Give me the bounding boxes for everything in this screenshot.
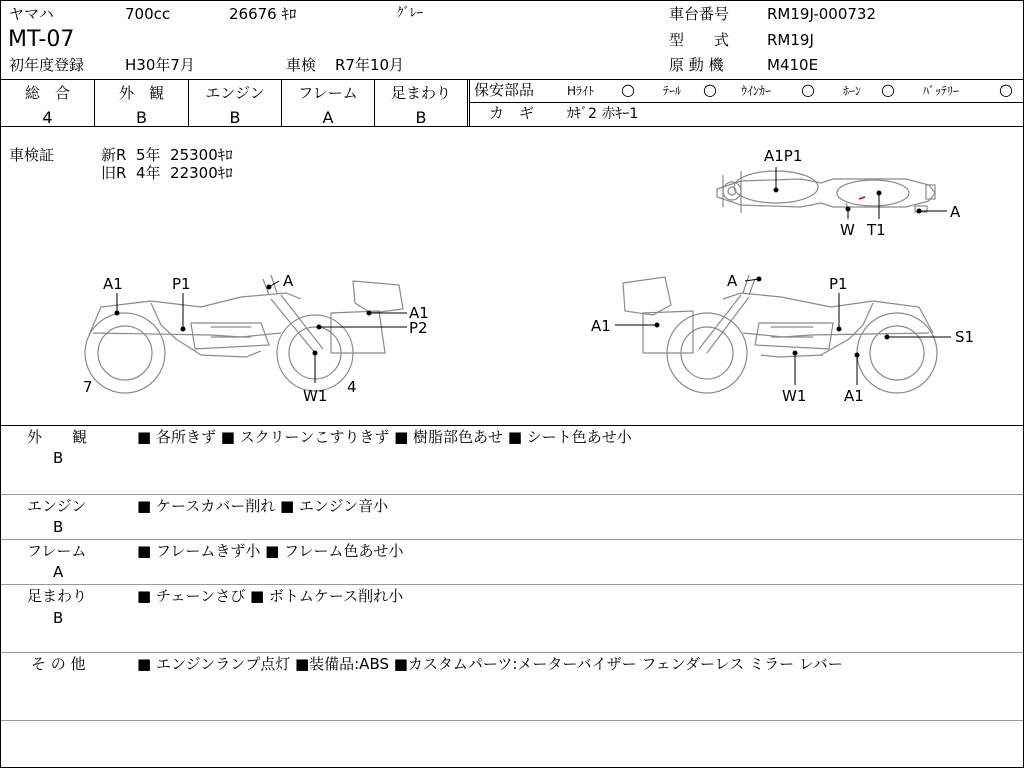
- remark-text: ■ フレームきず小 ■ フレーム色あせ小: [137, 542, 404, 560]
- label-right-a: A: [727, 272, 738, 290]
- type-value: RM19J: [767, 31, 814, 49]
- grade-value: B: [229, 108, 241, 127]
- first-registration-label: 初年度登録: [9, 56, 85, 74]
- label-left-w1: W1: [303, 387, 328, 405]
- remark-grade: B: [53, 449, 64, 467]
- remark-grade: B: [53, 609, 64, 627]
- remark-label: 外 観: [27, 428, 88, 446]
- divider: [1, 425, 1023, 426]
- remark-text: ■ エンジンランプ点灯 ■装備品:ABS ■カスタムパーツ:メーターバイザー フェンダーレス ミラー レバー: [137, 655, 843, 673]
- grade-exterior: [95, 82, 188, 127]
- safety-parts-label: 保安部品: [474, 81, 535, 99]
- divider: [1, 720, 1023, 721]
- certificate-old: 旧R 4年 22300ｷﾛ: [101, 164, 233, 182]
- label-right-a1-bottom: A1: [844, 387, 864, 405]
- safety-winker: ｳｲﾝｶｰ: [741, 84, 772, 98]
- remark-grade: B: [53, 518, 64, 536]
- remark-label: フレーム: [27, 542, 87, 560]
- safety-headlight: Hﾗｲﾄ: [567, 84, 595, 98]
- label-right-s1: S1: [955, 328, 975, 346]
- first-registration-value: H30年7月: [125, 56, 195, 74]
- status-circle-icon: ○: [703, 80, 717, 99]
- grade-suspension: [375, 82, 467, 127]
- remark-text: ■ 各所きず ■ スクリーンこすりきず ■ 樹脂部色あせ ■ シート色あせ小: [137, 428, 632, 446]
- divider: [1, 494, 1023, 495]
- status-circle-icon: ○: [801, 80, 815, 99]
- damage-diagram: [1, 127, 1023, 423]
- label-left-p1: P1: [172, 275, 191, 293]
- key-value: ｶｷﾞ2 赤ｷｰ1: [567, 106, 639, 122]
- label-left-7: 7: [83, 378, 93, 396]
- label-top-a1p1: A1P1: [764, 147, 803, 165]
- label-right-w1: W1: [782, 387, 807, 405]
- status-circle-icon: ○: [999, 80, 1013, 99]
- inspection-value: R7年10月: [335, 56, 405, 74]
- grade-value: A: [322, 108, 334, 127]
- label-left-a1-rear: A1: [103, 275, 123, 293]
- key-label: カ ギ: [489, 104, 535, 122]
- left-side-motorcycle: [85, 275, 403, 393]
- divider: [1, 584, 1023, 585]
- label-left-p2: P2: [409, 319, 428, 337]
- red-mark: [859, 197, 865, 199]
- divider: [469, 102, 1023, 103]
- engine-model-label: 原 動 機: [669, 56, 724, 74]
- grade-engine: [189, 82, 281, 127]
- status-circle-icon: ○: [881, 80, 895, 99]
- grade-label: エンジン: [205, 84, 265, 102]
- label-top-w: W: [840, 221, 855, 239]
- frame-number-value: RM19J-000732: [767, 5, 877, 23]
- grade-value: B: [136, 108, 147, 127]
- label-left-a: A: [283, 272, 294, 290]
- label-right-p1: P1: [829, 275, 848, 293]
- maker: ヤマハ: [9, 5, 54, 23]
- safety-taillight: ﾃｰﾙ: [663, 84, 682, 98]
- model-name: MT-07: [8, 27, 75, 52]
- grade-label: 総 合: [24, 84, 70, 102]
- status-circle-icon: ○: [621, 80, 635, 99]
- engine-model-value: M410E: [767, 56, 819, 74]
- label-left-4: 4: [347, 378, 357, 396]
- divider: [1, 79, 1023, 80]
- safety-battery: ﾊﾞｯﾃﾘｰ: [923, 84, 960, 98]
- remark-label: エンジン: [27, 497, 87, 515]
- color: ｸﾞﾚｰ: [397, 6, 423, 21]
- mileage: 26676 ｷﾛ: [229, 5, 297, 23]
- grade-label: フレーム: [298, 84, 358, 102]
- divider: [1, 652, 1023, 653]
- top-view-motorcycle: [717, 171, 935, 213]
- label-left-a1-front: A1: [409, 304, 429, 322]
- label-right-a1: A1: [591, 317, 611, 335]
- grade-label: 足まわり: [390, 84, 451, 102]
- right-side-motorcycle: [623, 275, 937, 393]
- safety-horn: ﾎｰﾝ: [843, 84, 862, 98]
- frame-number-label: 車台番号: [669, 5, 730, 23]
- divider: [1, 539, 1023, 540]
- remark-grade: A: [53, 563, 64, 581]
- label-top-a: A: [950, 203, 961, 221]
- displacement: 700cc: [125, 5, 171, 23]
- label-top-t1: T1: [867, 221, 886, 239]
- grade-overall: [1, 82, 94, 127]
- grade-frame: [282, 82, 374, 127]
- remark-label: 足まわり: [27, 587, 88, 605]
- inspection-label: 車検: [286, 56, 317, 74]
- remark-text: ■ ケースカバー削れ ■ エンジン音小: [137, 497, 389, 515]
- divider: [467, 79, 468, 126]
- certificate-new: 新R 5年 25300ｷﾛ: [101, 146, 233, 164]
- grade-value: B: [415, 108, 427, 127]
- type-label: 型 式: [669, 31, 730, 49]
- remark-text: ■ チェーンさび ■ ボトムケース削れ小: [137, 587, 404, 605]
- remark-label: そ の 他: [31, 655, 86, 673]
- grade-label: 外 観: [118, 84, 164, 102]
- certificate-label: 車検証: [9, 146, 55, 164]
- grade-value: 4: [42, 108, 53, 127]
